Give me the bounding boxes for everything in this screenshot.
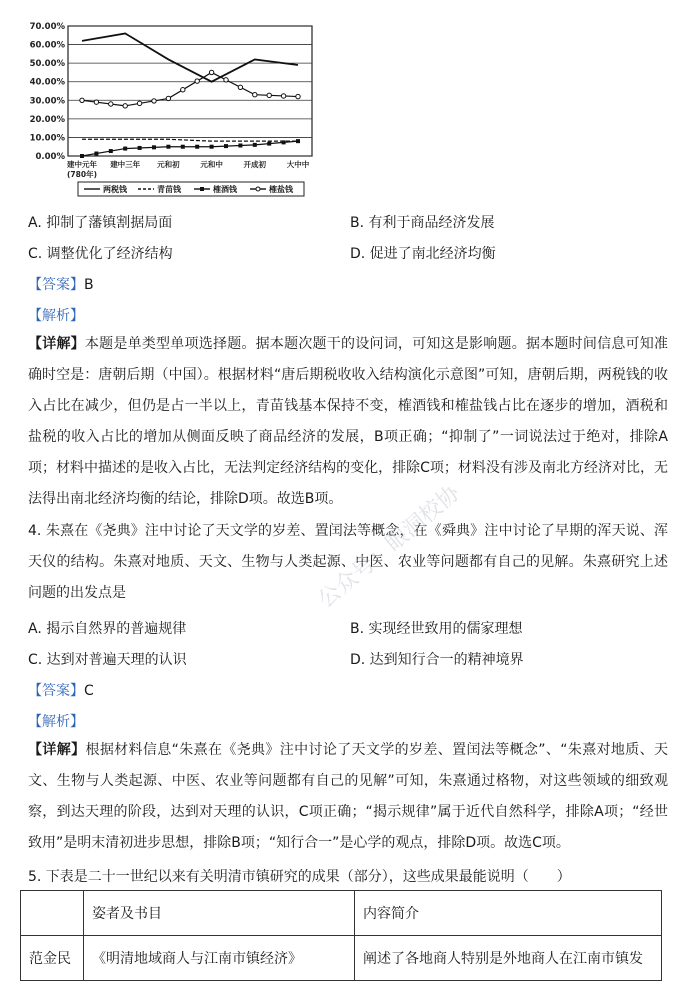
table-cell: 阐述了各地商人特别是外地商人在江南市镇发 bbox=[355, 936, 662, 981]
series-line bbox=[82, 139, 298, 141]
y-tick-label: 40.00% bbox=[29, 77, 65, 88]
x-tick-label: 元和初 bbox=[157, 160, 180, 169]
q3-option-a: A. 抑制了藩镇割据局面 bbox=[28, 215, 173, 231]
legend-label: 榷盐钱 bbox=[269, 185, 293, 194]
legend-label: 青苗钱 bbox=[157, 185, 181, 194]
legend-label: 榷酒钱 bbox=[213, 185, 237, 194]
q3-detail-body: 本题是单类型单项选择题。据本题次题干的设问词，可知这是影响题。据本题时间信息可知准确时空是：唐朝后期（中国）。根据材料“唐后期税收收入结构演化示意图”可知，唐朝后期，两税钱的收入占比在减少，但仍是占一半以上，青苗钱基本保持不变，榷酒钱和榷盐钱占比在逐步的增加，酒税和盐税的收入占比的增加从侧面反映了商品经济的发展，B项正确；“抑制了”一词说法过于绝对，排除A项；材料中描述的是收入占比，无法判定经济结构的变化，排除C项；材料没有涉及南北方经济对比，无法得出南北经济均衡的结论，排除D项。故选B项。 bbox=[28, 336, 669, 507]
q3-detail-head: 【详解】 bbox=[28, 336, 85, 352]
legend-label: 两税钱 bbox=[103, 185, 127, 194]
data-point bbox=[80, 154, 84, 158]
data-point bbox=[281, 94, 285, 98]
y-tick-label: 0.00% bbox=[35, 152, 65, 162]
q4-detail-body: 根据材料信息“朱熹在《尧典》注中讨论了天文学的岁差、置闰法等概念”、“朱熹对地质、天文、生物与人类起源、中医、农业等问题都有自己的见解”可知，朱熹通过格物，对这些领域的细致观察，到达天理的阶段，达到对天理的认识，C项正确；“揭示规律”属于近代自然科学，排除A项；“经世致用”是明末清初进步思想，排除B项；“知行合一”是心学的观点，排除D项。故选C项。 bbox=[28, 742, 669, 851]
data-point bbox=[195, 79, 199, 83]
q3-option-c: C. 调整优化了经济结构 bbox=[28, 246, 173, 262]
legend-marker bbox=[200, 187, 204, 191]
legend-marker bbox=[256, 187, 260, 191]
data-point bbox=[253, 143, 257, 147]
y-tick-label: 20.00% bbox=[29, 114, 65, 125]
q3-analysis-tag: 【解析】 bbox=[28, 308, 84, 324]
q5-stem: 5. 下表是二十一世纪以来有关明清市镇研究的成果（部分），这些成果最能说明（ ） bbox=[28, 869, 571, 885]
data-point bbox=[123, 104, 127, 108]
x-tick-label: 建中三年 bbox=[110, 160, 141, 169]
table-header-cell: 姿者及书目 bbox=[84, 891, 355, 936]
data-point bbox=[80, 98, 84, 102]
data-point bbox=[138, 146, 142, 150]
y-tick-label: 50.00% bbox=[29, 59, 65, 70]
data-point bbox=[181, 145, 185, 149]
data-point bbox=[224, 78, 228, 82]
q3-answer bbox=[28, 274, 94, 294]
data-point bbox=[238, 143, 242, 147]
data-point bbox=[238, 85, 242, 89]
table-cell: 《明清地域商人与江南市镇经济》 bbox=[84, 936, 355, 981]
data-point bbox=[267, 142, 271, 146]
q4-option-b: B. 实现经世致用的儒家理想 bbox=[350, 621, 523, 637]
q4-analysis-tag: 【解析】 bbox=[28, 714, 84, 730]
data-point bbox=[109, 102, 113, 106]
q4-stem: 4. 朱熹在《尧典》注中讨论了天文学的岁差、置闰法等概念，在《舜典》注中讨论了早期的浑天说、浑天仪的结构。朱熹对地质、天文、生物与人类起源、中医、农业等问题都有自己的见解。朱熹研究上述问题的出发点是 bbox=[28, 523, 668, 601]
q4-option-a: A. 揭示自然界的普遍规律 bbox=[28, 621, 187, 637]
q4-answer-value: C bbox=[84, 683, 94, 699]
series-line bbox=[82, 33, 298, 81]
data-point bbox=[181, 88, 185, 92]
q3-detail bbox=[28, 329, 668, 515]
data-point bbox=[282, 140, 286, 144]
data-point bbox=[152, 99, 156, 103]
table-header-cell bbox=[21, 891, 84, 936]
data-point bbox=[296, 139, 300, 143]
table-header-cell: 内容简介 bbox=[355, 891, 662, 936]
series-line bbox=[82, 72, 298, 105]
q3-option-d: D. 促进了南北经济均衡 bbox=[350, 246, 496, 262]
chart-svg bbox=[14, 14, 324, 200]
plot-frame bbox=[68, 26, 312, 156]
watermark: 公众号：眼洞校协 bbox=[313, 480, 465, 614]
q3-answer-tag: 【答案】 bbox=[28, 277, 84, 293]
table-header-row bbox=[21, 891, 662, 936]
table-cell: 范金民 bbox=[21, 936, 84, 981]
q4-option-c: C. 达到对普遍天理的认识 bbox=[28, 652, 187, 668]
data-point bbox=[267, 93, 271, 97]
x-tick-label: 元和中 bbox=[200, 160, 223, 169]
q4-detail bbox=[28, 735, 668, 859]
data-point bbox=[210, 145, 214, 149]
q4-detail-head: 【详解】 bbox=[28, 742, 86, 758]
q3-option-b: B. 有利于商品经济发展 bbox=[350, 215, 495, 231]
tax-structure-chart bbox=[14, 14, 324, 200]
data-point bbox=[94, 100, 98, 104]
y-tick-label: 10.00% bbox=[29, 133, 65, 144]
x-tick-label: 大中中 bbox=[286, 160, 310, 169]
y-tick-label: 30.00% bbox=[29, 96, 65, 107]
data-point bbox=[166, 145, 170, 149]
data-point bbox=[253, 93, 257, 97]
q3-answer-value: B bbox=[84, 277, 94, 293]
series-line bbox=[82, 141, 298, 156]
data-point bbox=[109, 149, 113, 153]
x-tick-label: 开成初 bbox=[243, 160, 267, 169]
q4-answer-tag: 【答案】 bbox=[28, 683, 84, 699]
data-point bbox=[94, 152, 98, 156]
table-row bbox=[21, 936, 662, 981]
data-point bbox=[152, 145, 156, 149]
data-point bbox=[123, 147, 127, 151]
x-tick-sublabel: (780年) bbox=[66, 170, 98, 179]
data-point bbox=[224, 144, 228, 148]
data-point bbox=[209, 70, 213, 74]
data-point bbox=[296, 94, 300, 98]
data-point bbox=[195, 145, 199, 149]
q4-option-d: D. 达到知行合一的精神境界 bbox=[350, 652, 524, 668]
data-point bbox=[166, 96, 170, 100]
data-point bbox=[137, 101, 141, 105]
q5-table bbox=[20, 890, 662, 981]
y-tick-label: 60.00% bbox=[29, 40, 65, 51]
x-tick-label: 建中元年 bbox=[67, 160, 97, 169]
q4-answer bbox=[28, 680, 94, 700]
y-tick-label: 70.00% bbox=[29, 22, 65, 32]
